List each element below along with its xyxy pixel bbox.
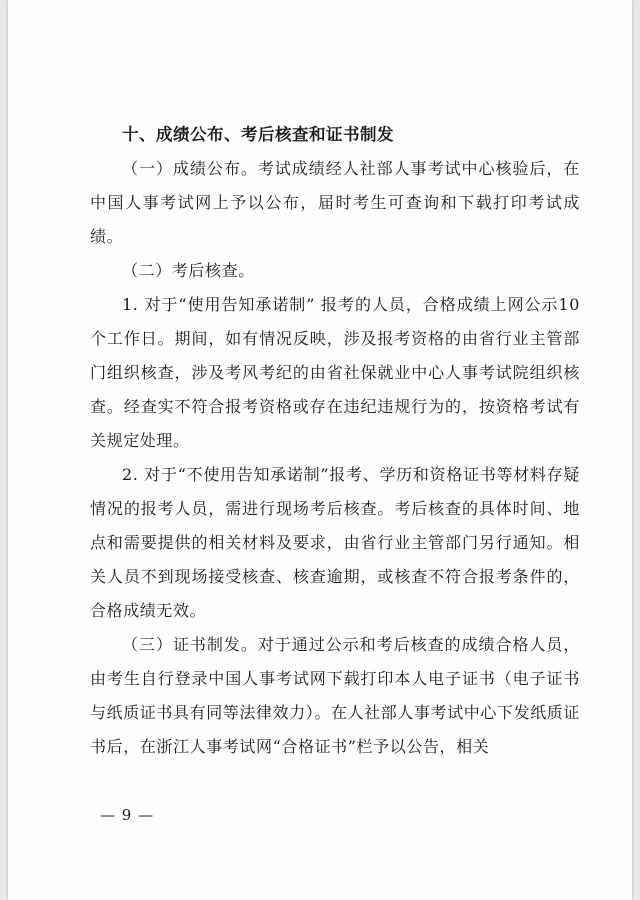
paragraph-text: 考试成绩经人社部人事考试中心核验后，在中国人事考试网上予以公布，届时考生可查询和下载打印考试成绩。 — [90, 159, 580, 246]
paragraph-item-2: 2. 对于“不使用告知承诺制”报考、学历和资格证书等材料存疑情况的报考人员，需进行现场考后核查。考后核查的具体时间、地点和需要提供的相关材料及要求，由省行业主管部门另行通知。相关人员不到现场接受核查、核查逾期，或核查不符合报考条件的，合格成绩无效。 — [90, 465, 580, 620]
subsection-label: （三） — [122, 635, 173, 654]
page-number: — 9 — — [100, 806, 155, 824]
subsection-title: 考后核查。 — [171, 261, 255, 280]
subsection-label: （二） — [122, 261, 172, 280]
paragraph-post-exam-check — [90, 254, 580, 288]
subsection-title: 成绩公布。 — [172, 159, 258, 178]
paragraph-item-1: 1. 对于“使用告知承诺制” 报考的人员，合格成绩上网公示10个工作日。期间，如有情况反映，涉及报考资格的由省行业主管部门组织核查，涉及考风考纪的由省社保就业中心人事考试院组织核查。经查实不符合报考资格或存在违纪违规行为的，按资格考试有关规定处理。 — [90, 295, 580, 450]
paragraph-certificate-issuance — [90, 628, 580, 764]
subsection-label: （一） — [122, 159, 173, 178]
section-heading: 十、成绩公布、考后核查和证书制发 — [122, 125, 394, 144]
document-page — [8, 0, 632, 900]
document-body — [90, 118, 580, 764]
paragraph-score-publication — [90, 152, 580, 254]
subsection-title: 证书制发。 — [172, 635, 258, 654]
paragraph-text: 对于通过公示和考后核查的成绩合格人员，由考生自行登录中国人事考试网下载打印本人电子证书（电子证书与纸质证书具有同等法律效力）。在人社部人事考试中心下发纸质证书后，在浙江人事考试网“合格证书”栏予以公告，相关 — [90, 635, 581, 756]
